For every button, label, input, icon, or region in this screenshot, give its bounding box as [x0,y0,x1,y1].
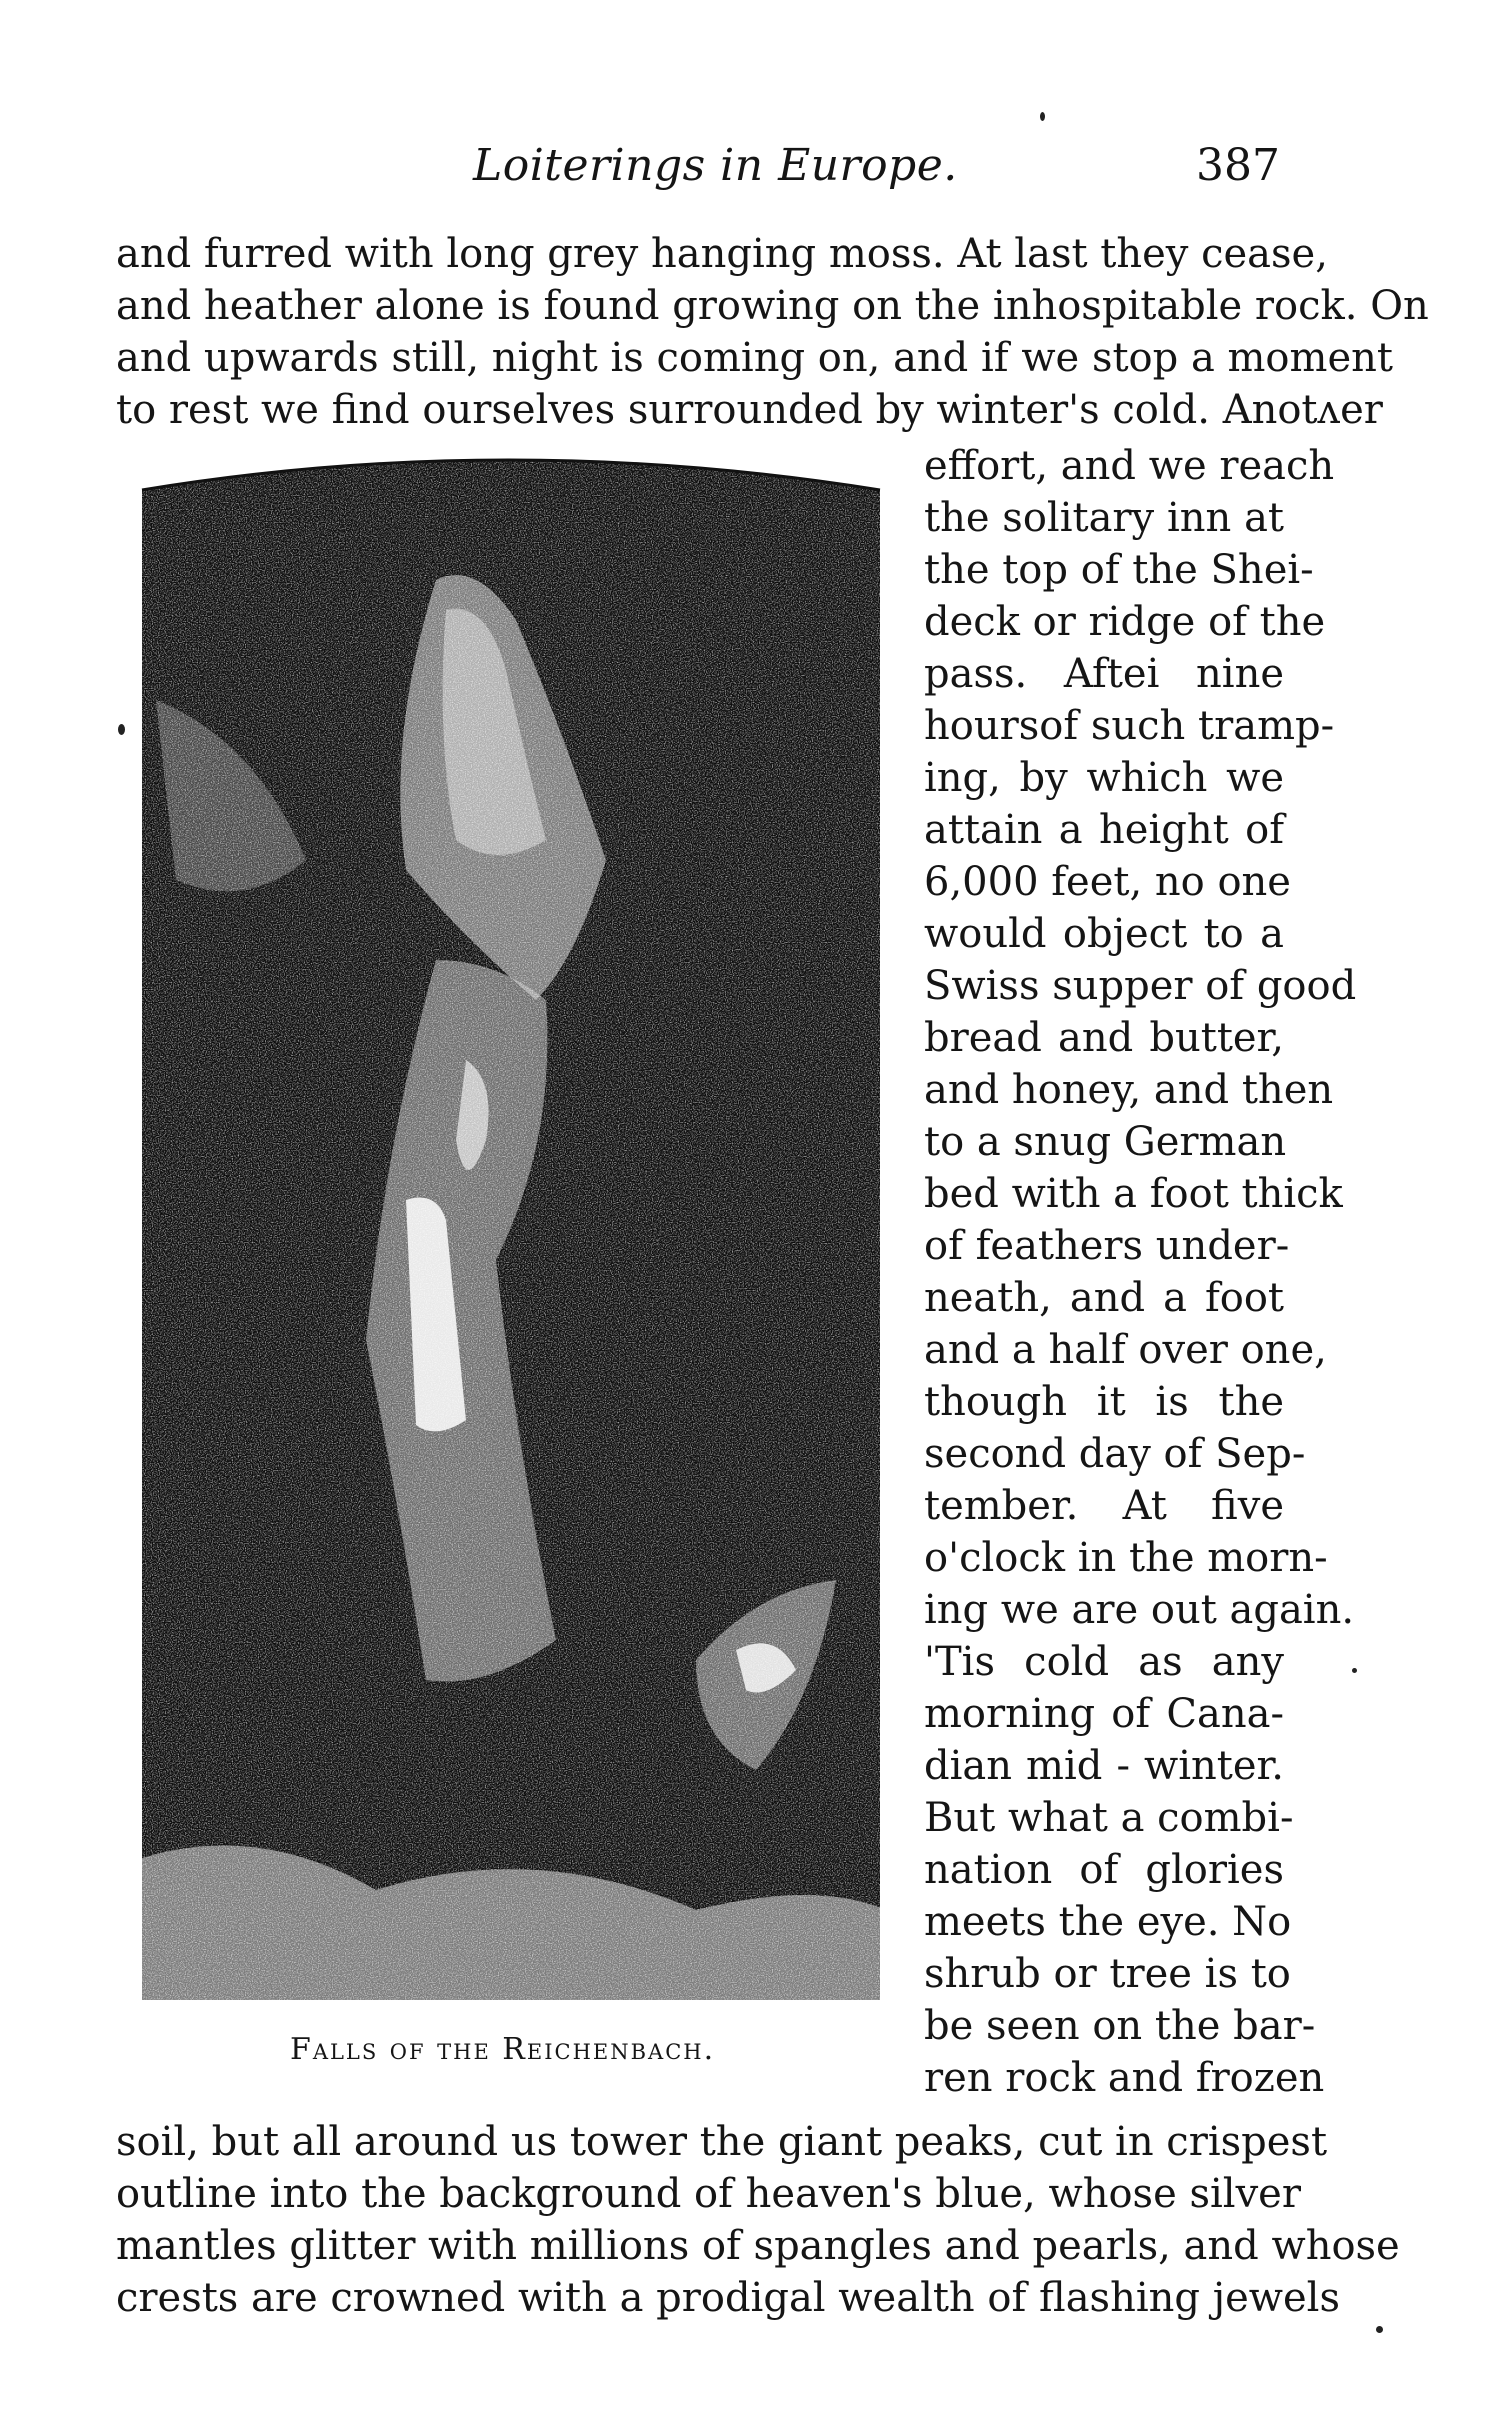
text-line: deck or ridge of the [924,599,1326,645]
text-line: crests are crowned with a prodigal wealth of flashing jewels [116,2275,1341,2321]
text-line: of feathers under- [924,1223,1290,1269]
text-line: ing, by which we [924,755,1284,801]
page-number: 387 [1196,140,1280,191]
text-line: outline into the background of heaven's blue, whose silver [116,2171,1301,2217]
text-line: effort, and we reach [924,443,1335,489]
text-line: morning of Cana- [924,1691,1284,1737]
text-line: though it is the [924,1379,1284,1425]
text-line: 'Tis cold as any [924,1639,1284,1685]
text-line: attain a height of [924,807,1284,853]
text-line: would object to a [924,911,1284,957]
text-line: to rest we find ourselves surrounded by winter's cold. Anotʌer [116,387,1383,433]
text-line: and furred with long grey hanging moss. At last they cease, [116,231,1328,277]
text-line: and a half over one, [924,1327,1327,1373]
text-line: ren rock and frozen [924,2055,1325,2101]
text-line: nation of glories [924,1847,1284,1893]
text-line: neath, and a foot [924,1275,1284,1321]
text-line: shrub or tree is to [924,1951,1291,1997]
text-line: ing we are out again. [924,1587,1355,1633]
ink-speck [1376,2326,1383,2333]
page-header [118,140,1280,200]
text-line: to a snug German [924,1119,1287,1165]
text-line: and upwards still, night is coming on, and if we stop a moment [116,335,1393,381]
text-line: bread and butter, [924,1015,1284,1061]
text-line: soil, but all around us tower the giant peaks, cut in crispest [116,2119,1328,2165]
text-line: second day of Sep- [924,1431,1306,1477]
text-line: Swiss supper of good [924,963,1357,1009]
text-line: and honey, and then [924,1067,1334,1113]
text-line: o'clock in the morn- [924,1535,1328,1581]
text-line: pass. Aftei nine [924,651,1284,697]
text-line: mantles glitter with millions of spangles and pearls, and whose [116,2223,1400,2269]
text-line: But what a combi- [924,1795,1294,1841]
ink-speck [118,724,125,735]
running-title: Loiterings in Europe. [473,140,958,191]
ink-speck [1352,1668,1357,1673]
text-line: meets the eye. No [924,1899,1292,1945]
text-line: tember. At five [924,1483,1284,1529]
text-line: hoursof such tramp- [924,703,1335,749]
engraving-graphic [136,440,886,2000]
text-line: and heather alone is found growing on the inhospitable rock. On [116,283,1429,329]
text-line: the top of the Shei- [924,547,1314,593]
ink-speck [1040,112,1045,121]
text-line: 6,000 feet, no one [924,859,1291,905]
text-line: be seen on the bar- [924,2003,1316,2049]
waterfall-engraving [136,440,886,2000]
text-line: the solitary inn at [924,495,1284,541]
text-line: dian mid - winter. [924,1743,1284,1789]
illustration-caption: Falls of the Reichenbach. [290,2032,716,2067]
text-line: bed with a foot thick [924,1171,1343,1217]
